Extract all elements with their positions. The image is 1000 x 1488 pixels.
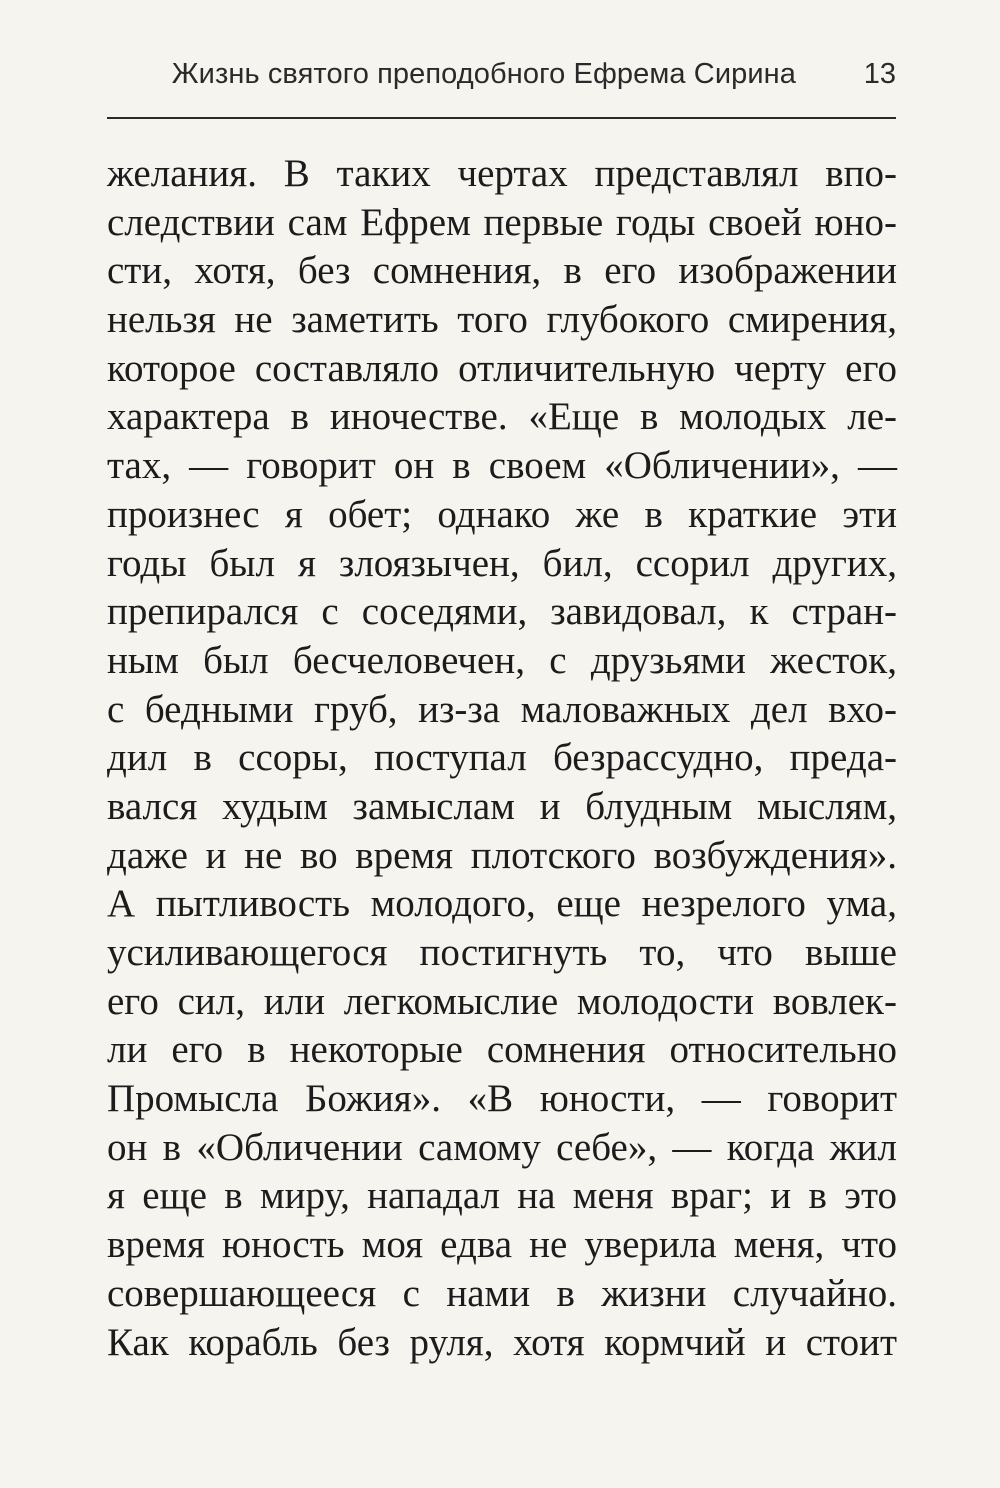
text-line: с бедными груб, из-за маловажных дел вхо- <box>107 687 897 731</box>
text-line: усиливающегося постигнуть то, что выше <box>107 931 897 974</box>
text-line: нельзя не заметить того глубокого смирения, <box>107 298 897 342</box>
text-line: годы был я злоязычен, бил, ссорил других, <box>107 541 897 585</box>
text-line: сти, хотя, без сомнения, в его изображении <box>107 249 897 293</box>
text-line: он в «Обличении самому себе», — когда жил <box>107 1125 897 1169</box>
text-line: время юность моя едва не уверила меня, что <box>107 1223 897 1267</box>
text-line: ли его в некоторые сомнения относительно <box>107 1028 897 1072</box>
text-line: характера в иночестве. «Еще в молодых ле- <box>107 395 897 439</box>
text-line: следствии сам Ефрем первые годы своей юно- <box>107 200 897 244</box>
text-line: ным был бесчеловечен, с друзьями жесток, <box>107 638 897 682</box>
header-rule <box>107 117 896 119</box>
text-line: дил в ссоры, поступал безрассудно, преда- <box>107 736 897 780</box>
text-line: А пытливость молодого, еще незрелого ума, <box>107 882 897 926</box>
text-line: желания. В таких чертах представлял впо- <box>107 152 897 195</box>
text-line: совершающееся с нами в жизни случайно. <box>107 1271 897 1315</box>
text-line: Как корабль без руля, хотя кормчий и стоит <box>107 1320 897 1364</box>
text-line: я еще в миру, нападал на меня враг; и в это <box>107 1174 897 1218</box>
body-text <box>107 150 897 1367</box>
text-line: препирался с соседями, завидовал, к стран- <box>107 590 897 634</box>
text-line: произнес я обет; однако же в краткие эти <box>107 492 897 536</box>
text-line: его сил, или легкомыслие молодости вовлек- <box>107 979 897 1023</box>
text-line: Промысла Божия». «В юности, — говорит <box>107 1077 897 1121</box>
text-line: даже и не во время плотского возбуждения». <box>107 833 897 877</box>
text-line: тах, — говорит он в своем «Обличении», — <box>107 444 897 488</box>
text-line: вался худым замыслам и блудным мыслям, <box>107 784 897 828</box>
text-line: которое составляло отличительную черту его <box>107 346 897 390</box>
page-number: 13 <box>863 58 896 90</box>
running-head <box>107 58 896 98</box>
running-title: Жизнь святого преподобного Ефрема Сирина <box>171 58 796 90</box>
